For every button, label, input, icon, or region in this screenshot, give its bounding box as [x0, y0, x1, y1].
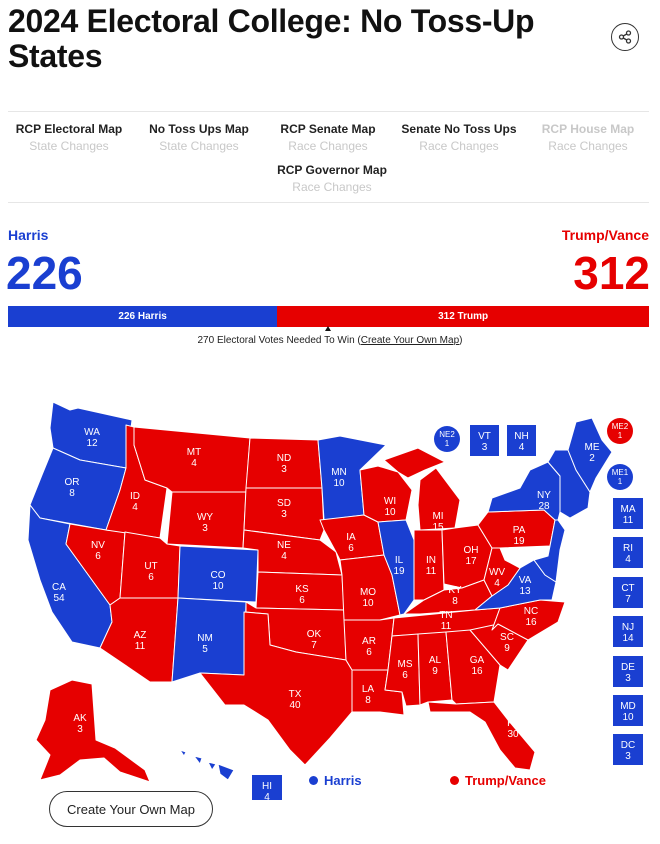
nav-rcp-senate-map[interactable] — [268, 122, 388, 153]
state-label: VA — [518, 575, 532, 586]
state-label: MI — [432, 511, 444, 522]
state-ev: 10 — [212, 581, 224, 592]
state-label: NE — [277, 540, 291, 551]
legend-rep — [450, 773, 546, 788]
state-ev: 9 — [504, 643, 510, 654]
state-ev: 16 — [525, 617, 537, 628]
box-label: NH — [514, 431, 529, 442]
state-label: PA — [512, 525, 526, 536]
nav-rcp-governor-map[interactable] — [267, 163, 397, 194]
state-ev: 8 — [452, 596, 458, 607]
state-label: LA — [361, 684, 375, 695]
state-label: MN — [331, 467, 347, 478]
state-label: MO — [359, 587, 377, 598]
state-label: OK — [306, 629, 322, 640]
box-label: MD — [620, 701, 636, 712]
rep-bar-segment: 312 Trump — [277, 306, 649, 327]
nav-rcp-house-map[interactable] — [530, 122, 646, 153]
state-ev: 6 — [366, 647, 372, 658]
box-ev: 14 — [622, 633, 634, 644]
dem-electoral-votes: 226 — [6, 247, 83, 299]
state-ev: 11 — [440, 621, 452, 632]
state-ev: 3 — [281, 509, 287, 520]
state-ev: 40 — [289, 700, 301, 711]
box-label: DE — [621, 662, 635, 673]
nav-senate-no-toss-ups[interactable] — [394, 122, 524, 153]
nav-label: RCP Governor Map — [277, 163, 387, 177]
district-label: ME2 — [611, 422, 629, 431]
nav-label: Senate No Toss Ups — [401, 122, 517, 136]
state-label: ND — [276, 453, 292, 464]
state-ev: 6 — [299, 595, 305, 606]
state-label: IN — [426, 555, 436, 566]
electoral-map — [0, 380, 660, 800]
nav-sublabel: Race Changes — [288, 139, 368, 153]
state-label: NV — [91, 540, 105, 551]
legend-dem — [309, 773, 362, 788]
nav-sublabel: Race Changes — [548, 139, 628, 153]
state-label: AZ — [133, 630, 147, 641]
box-ev: 3 — [625, 673, 631, 684]
nav-rcp-electoral-map[interactable] — [8, 122, 130, 153]
box-label: VT — [478, 431, 491, 442]
state-label: NY — [537, 490, 551, 501]
nav-sublabel: Race Changes — [292, 180, 372, 194]
state-label: TX — [288, 689, 302, 700]
state-label: KS — [295, 584, 309, 595]
state-fl[interactable] — [428, 702, 535, 770]
district-label: NE2 — [439, 430, 455, 439]
map-navigation — [8, 111, 649, 203]
state-ev: 19 — [513, 536, 525, 547]
nav-sublabel: Race Changes — [419, 139, 499, 153]
state-ev: 6 — [148, 572, 154, 583]
state-label: ME — [584, 442, 600, 453]
state-label: ID — [130, 491, 140, 502]
votes-needed-text: 270 Electoral Votes Needed To Win ( — [197, 335, 361, 346]
state-label: UT — [144, 561, 158, 572]
state-label: WI — [383, 496, 397, 507]
state-ev: 8 — [69, 488, 75, 499]
box-ev: 10 — [622, 712, 634, 723]
nav-label: RCP Senate Map — [280, 122, 376, 136]
electoral-vote-bar — [8, 306, 649, 327]
state-ev: 6 — [402, 670, 408, 681]
legend-rep-label: Trump/Vance — [465, 773, 546, 788]
nav-sublabel: State Changes — [159, 139, 239, 153]
create-map-link[interactable]: Create Your Own Map — [360, 335, 460, 346]
state-ev: 3 — [77, 724, 83, 735]
box-label: CT — [621, 583, 635, 594]
state-label: WY — [196, 512, 214, 523]
state-ev: 54 — [53, 593, 65, 604]
state-label: TN — [439, 610, 453, 621]
state-label: NM — [197, 633, 213, 644]
box-label: DC — [620, 740, 636, 751]
votes-needed-note — [0, 335, 660, 346]
state-ev: 4 — [132, 502, 138, 513]
state-ev: 6 — [95, 551, 101, 562]
dem-candidate-name: Harris — [8, 227, 49, 243]
district-ev: 1 — [444, 439, 450, 448]
box-ev: 11 — [622, 515, 634, 526]
state-ev: 3 — [281, 464, 287, 475]
state-ak[interactable] — [36, 680, 150, 782]
state-ev: 9 — [432, 666, 438, 677]
district-ev: 1 — [617, 477, 623, 486]
state-ev: 10 — [384, 507, 396, 518]
state-ev: 7 — [311, 640, 317, 651]
box-label: HI — [262, 781, 272, 792]
district-ev: 1 — [617, 431, 623, 440]
legend-dem-label: Harris — [324, 773, 362, 788]
create-your-own-map-button[interactable]: Create Your Own Map — [49, 791, 213, 827]
nav-sublabel: State Changes — [29, 139, 109, 153]
state-ev: 16 — [471, 666, 483, 677]
rep-candidate-name: Trump/Vance — [561, 227, 649, 243]
box-ev: 3 — [481, 442, 488, 453]
state-label: IA — [346, 532, 356, 543]
box-label: RI — [623, 543, 633, 554]
state-ev: 5 — [202, 644, 208, 655]
rep-legend-dot — [450, 776, 459, 785]
state-label: GA — [469, 655, 485, 666]
votes-needed-close: ) — [459, 335, 463, 346]
state-ev: 12 — [86, 438, 98, 449]
threshold-marker — [325, 326, 331, 331]
state-label: FL — [507, 718, 519, 729]
state-label: WA — [84, 427, 100, 438]
state-ev: 10 — [333, 478, 345, 489]
district-label: ME1 — [611, 468, 629, 477]
state-ev: 15 — [432, 522, 444, 533]
box-ev: 3 — [625, 751, 631, 762]
box-ev: 4 — [264, 792, 270, 800]
state-label: MT — [186, 447, 202, 458]
state-ev: 13 — [519, 586, 531, 597]
box-label: NJ — [621, 622, 635, 633]
nav-label: No Toss Ups Map — [149, 122, 249, 136]
state-label: SD — [277, 498, 291, 509]
state-hi[interactable] — [180, 750, 234, 780]
state-ev: 19 — [393, 566, 405, 577]
dem-bar-segment: 226 Harris — [8, 306, 277, 327]
state-label: NC — [523, 606, 539, 617]
state-ev: 28 — [538, 501, 550, 512]
state-ev: 11 — [134, 641, 146, 652]
state-ev: 2 — [589, 453, 595, 464]
state-label: AL — [428, 655, 442, 666]
dem-legend-dot — [309, 776, 318, 785]
state-ev: 11 — [425, 566, 437, 577]
state-ev: 10 — [362, 598, 374, 609]
nav-label: RCP House Map — [541, 122, 635, 136]
state-label: AK — [73, 713, 87, 724]
state-label: IL — [394, 555, 404, 566]
state-label: KY — [448, 585, 462, 596]
state-label: CO — [210, 570, 226, 581]
state-label: CA — [52, 582, 66, 593]
nav-label: RCP Electoral Map — [15, 122, 123, 136]
box-ev: 7 — [625, 594, 631, 605]
share-button[interactable] — [611, 23, 639, 51]
box-label: MA — [620, 504, 636, 515]
box-ev: 4 — [625, 554, 631, 565]
page-title: 2024 Electoral College: No Toss-Up States — [8, 3, 535, 74]
state-ev: 4 — [494, 578, 500, 589]
state-ev: 17 — [465, 556, 477, 567]
state-label: WV — [488, 567, 506, 578]
rep-electoral-votes: 312 — [573, 247, 650, 299]
box-ev: 4 — [518, 442, 525, 453]
state-ev: 4 — [191, 458, 197, 469]
nav-no-toss-ups-map[interactable] — [139, 122, 259, 153]
state-label: SC — [500, 632, 514, 643]
state-ev: 3 — [202, 523, 208, 534]
state-label: MS — [397, 659, 413, 670]
share-icon — [618, 30, 632, 44]
state-ev: 4 — [281, 551, 287, 562]
state-label: AR — [362, 636, 376, 647]
state-label: OH — [463, 545, 479, 556]
state-label: OR — [64, 477, 80, 488]
state-ev: 30 — [507, 729, 519, 740]
state-ev: 6 — [348, 543, 354, 554]
state-ev: 8 — [365, 695, 371, 706]
